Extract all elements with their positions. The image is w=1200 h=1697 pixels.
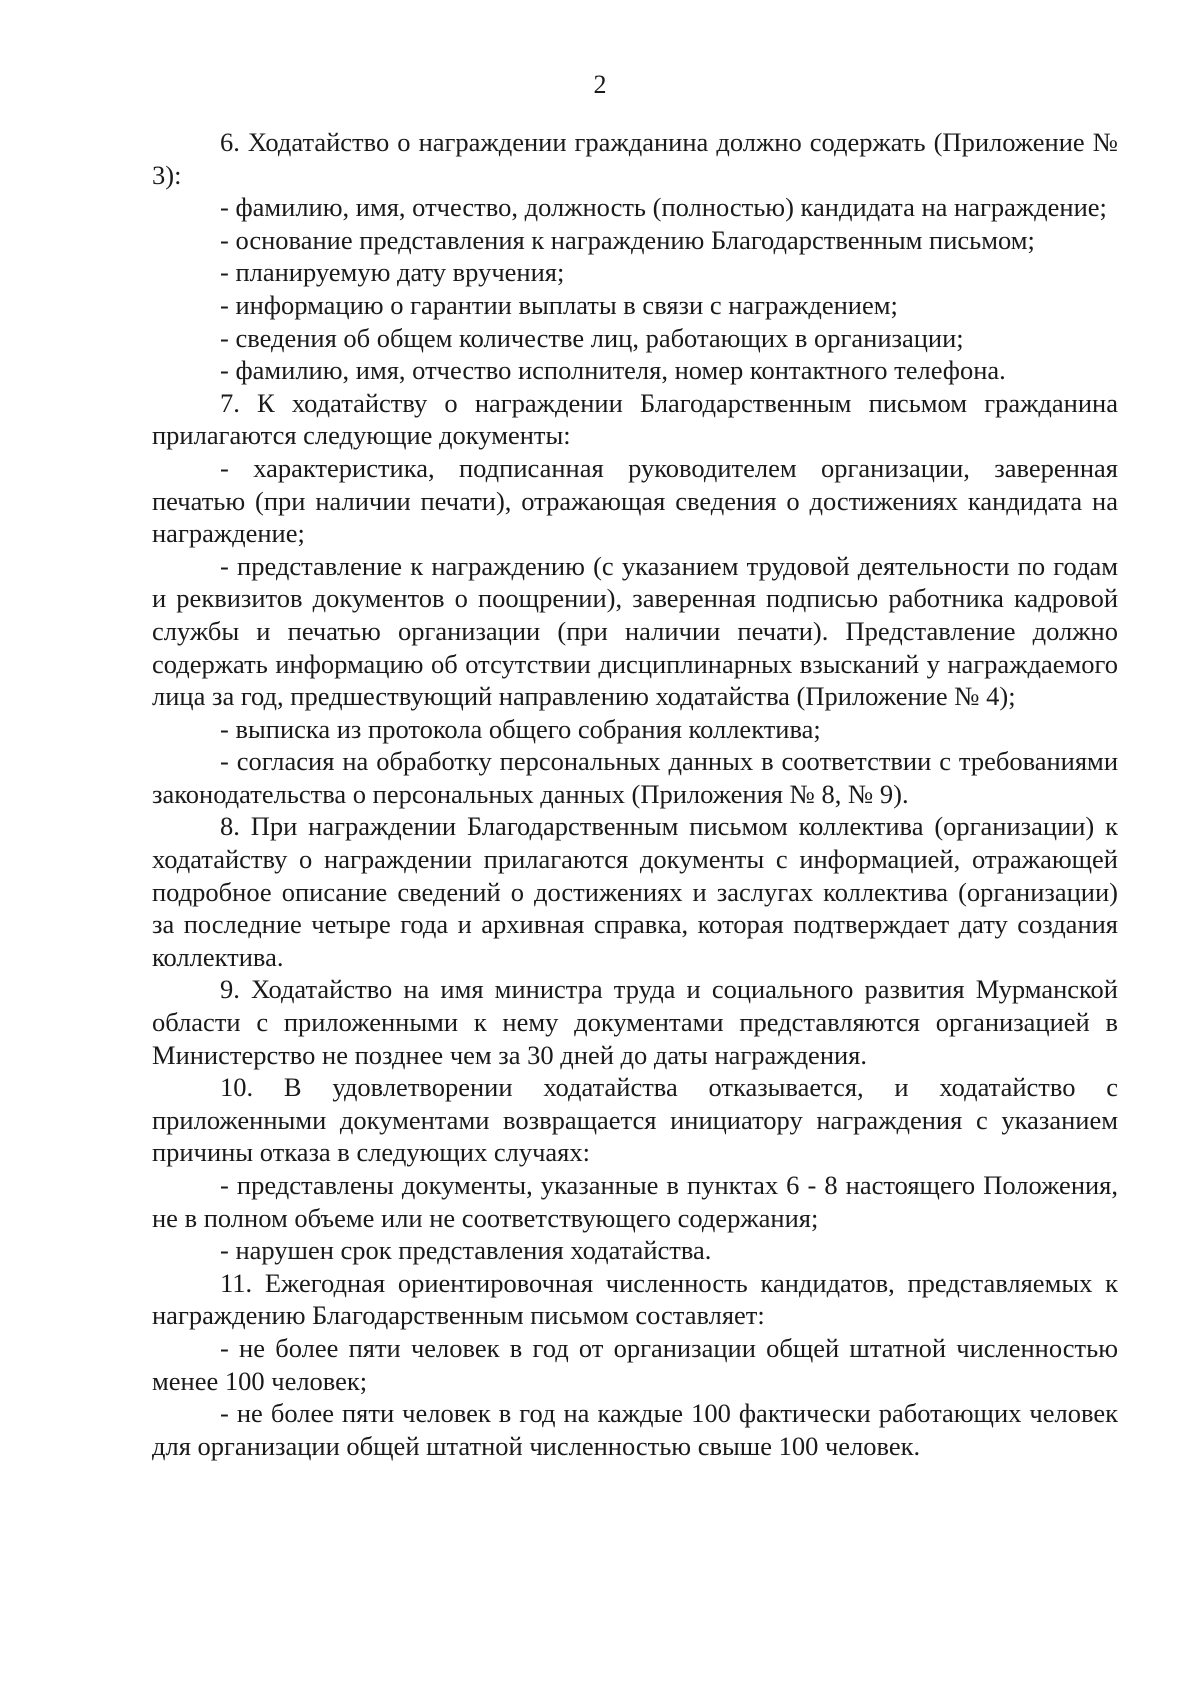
paragraph-8: 8. При награждении Благодарственным письмом коллектива (организации) к ходатайству о награждении прилагаются документы с информацией, отражающей подробное описание сведений о достижениях и заслугах коллектива (организации) за последние четыре года и архивная справка, которая подтверждает дату создания коллектива. [152,811,1118,972]
list-item: - не более пяти человек в год от организации общей штатной численностью менее 100 человек; [152,1332,1118,1396]
list-item: - представление к награждению (с указанием трудовой деятельности по годам и реквизитов документов о поощрении), заверенная подписью работника кадровой службы и печатью организации (при наличии печати). Представление должно содержать информацию об отсутствии дисциплинарных взысканий у награждаемого лица за год, предшествующий направлению ходатайства (Приложение № 4); [152,550,1118,712]
paragraph-10: 10. В удовлетворении ходатайства отказывается, и ходатайство с приложенными документами возвращается инициатору награждения с указанием причины отказа в следующих случаях: [152,1072,1118,1168]
list-item: - фамилию, имя, отчество, должность (полностью) кандидата на награждение; [220,192,1107,223]
list-item: - характеристика, подписанная руководителем организации, заверенная печатью (при наличии печати), отражающая сведения о достижениях кандидата на награждение; [152,452,1118,549]
list-item: - основание представления к награждению Благодарственным письмом; [220,224,1035,255]
document-body [152,126,1118,1462]
paragraph-7: 7. К ходатайству о награждении Благодарственным письмом гражданина прилагаются следующие документы: [152,387,1118,451]
list-item: - выписка из протокола общего собрания коллектива; [220,713,821,744]
list-item: - планируемую дату вручения; [220,257,565,288]
paragraph-6: 6. Ходатайство о награждении гражданина должно содержать (Приложение № 3): [152,127,1118,190]
list-item: - согласия на обработку персональных данных в соответствии с требованиями законодательства о персональных данных (Приложения № 8, № 9). [152,746,1118,809]
list-item: - информацию о гарантии выплаты в связи с награждением; [220,289,898,320]
list-item: - нарушен срок представления ходатайства. [220,1235,712,1266]
list-item: - сведения об общем количестве лиц, работающих в организации; [220,322,964,353]
page-number: 2 [593,70,607,99]
paragraph-9: 9. Ходатайство на имя министра труда и социального развития Мурманской области с приложенными к нему документами представляются организацией в Министерство не позднее чем за 30 дней до даты награждения. [152,974,1118,1070]
list-item: - не более пяти человек в год на каждые 100 фактически работающих человек для организации общей штатной численностью свыше 100 человек. [152,1398,1118,1461]
paragraph-11: 11. Ежегодная ориентировочная численность кандидатов, представляемых к награждению Благодарственным письмом составляет: [152,1267,1118,1331]
list-item: - представлены документы, указанные в пунктах 6 - 8 настоящего Положения, не в полном объеме или не соответствующего содержания; [152,1170,1118,1233]
list-item: - фамилию, имя, отчество исполнителя, номер контактного телефона. [220,355,1006,386]
